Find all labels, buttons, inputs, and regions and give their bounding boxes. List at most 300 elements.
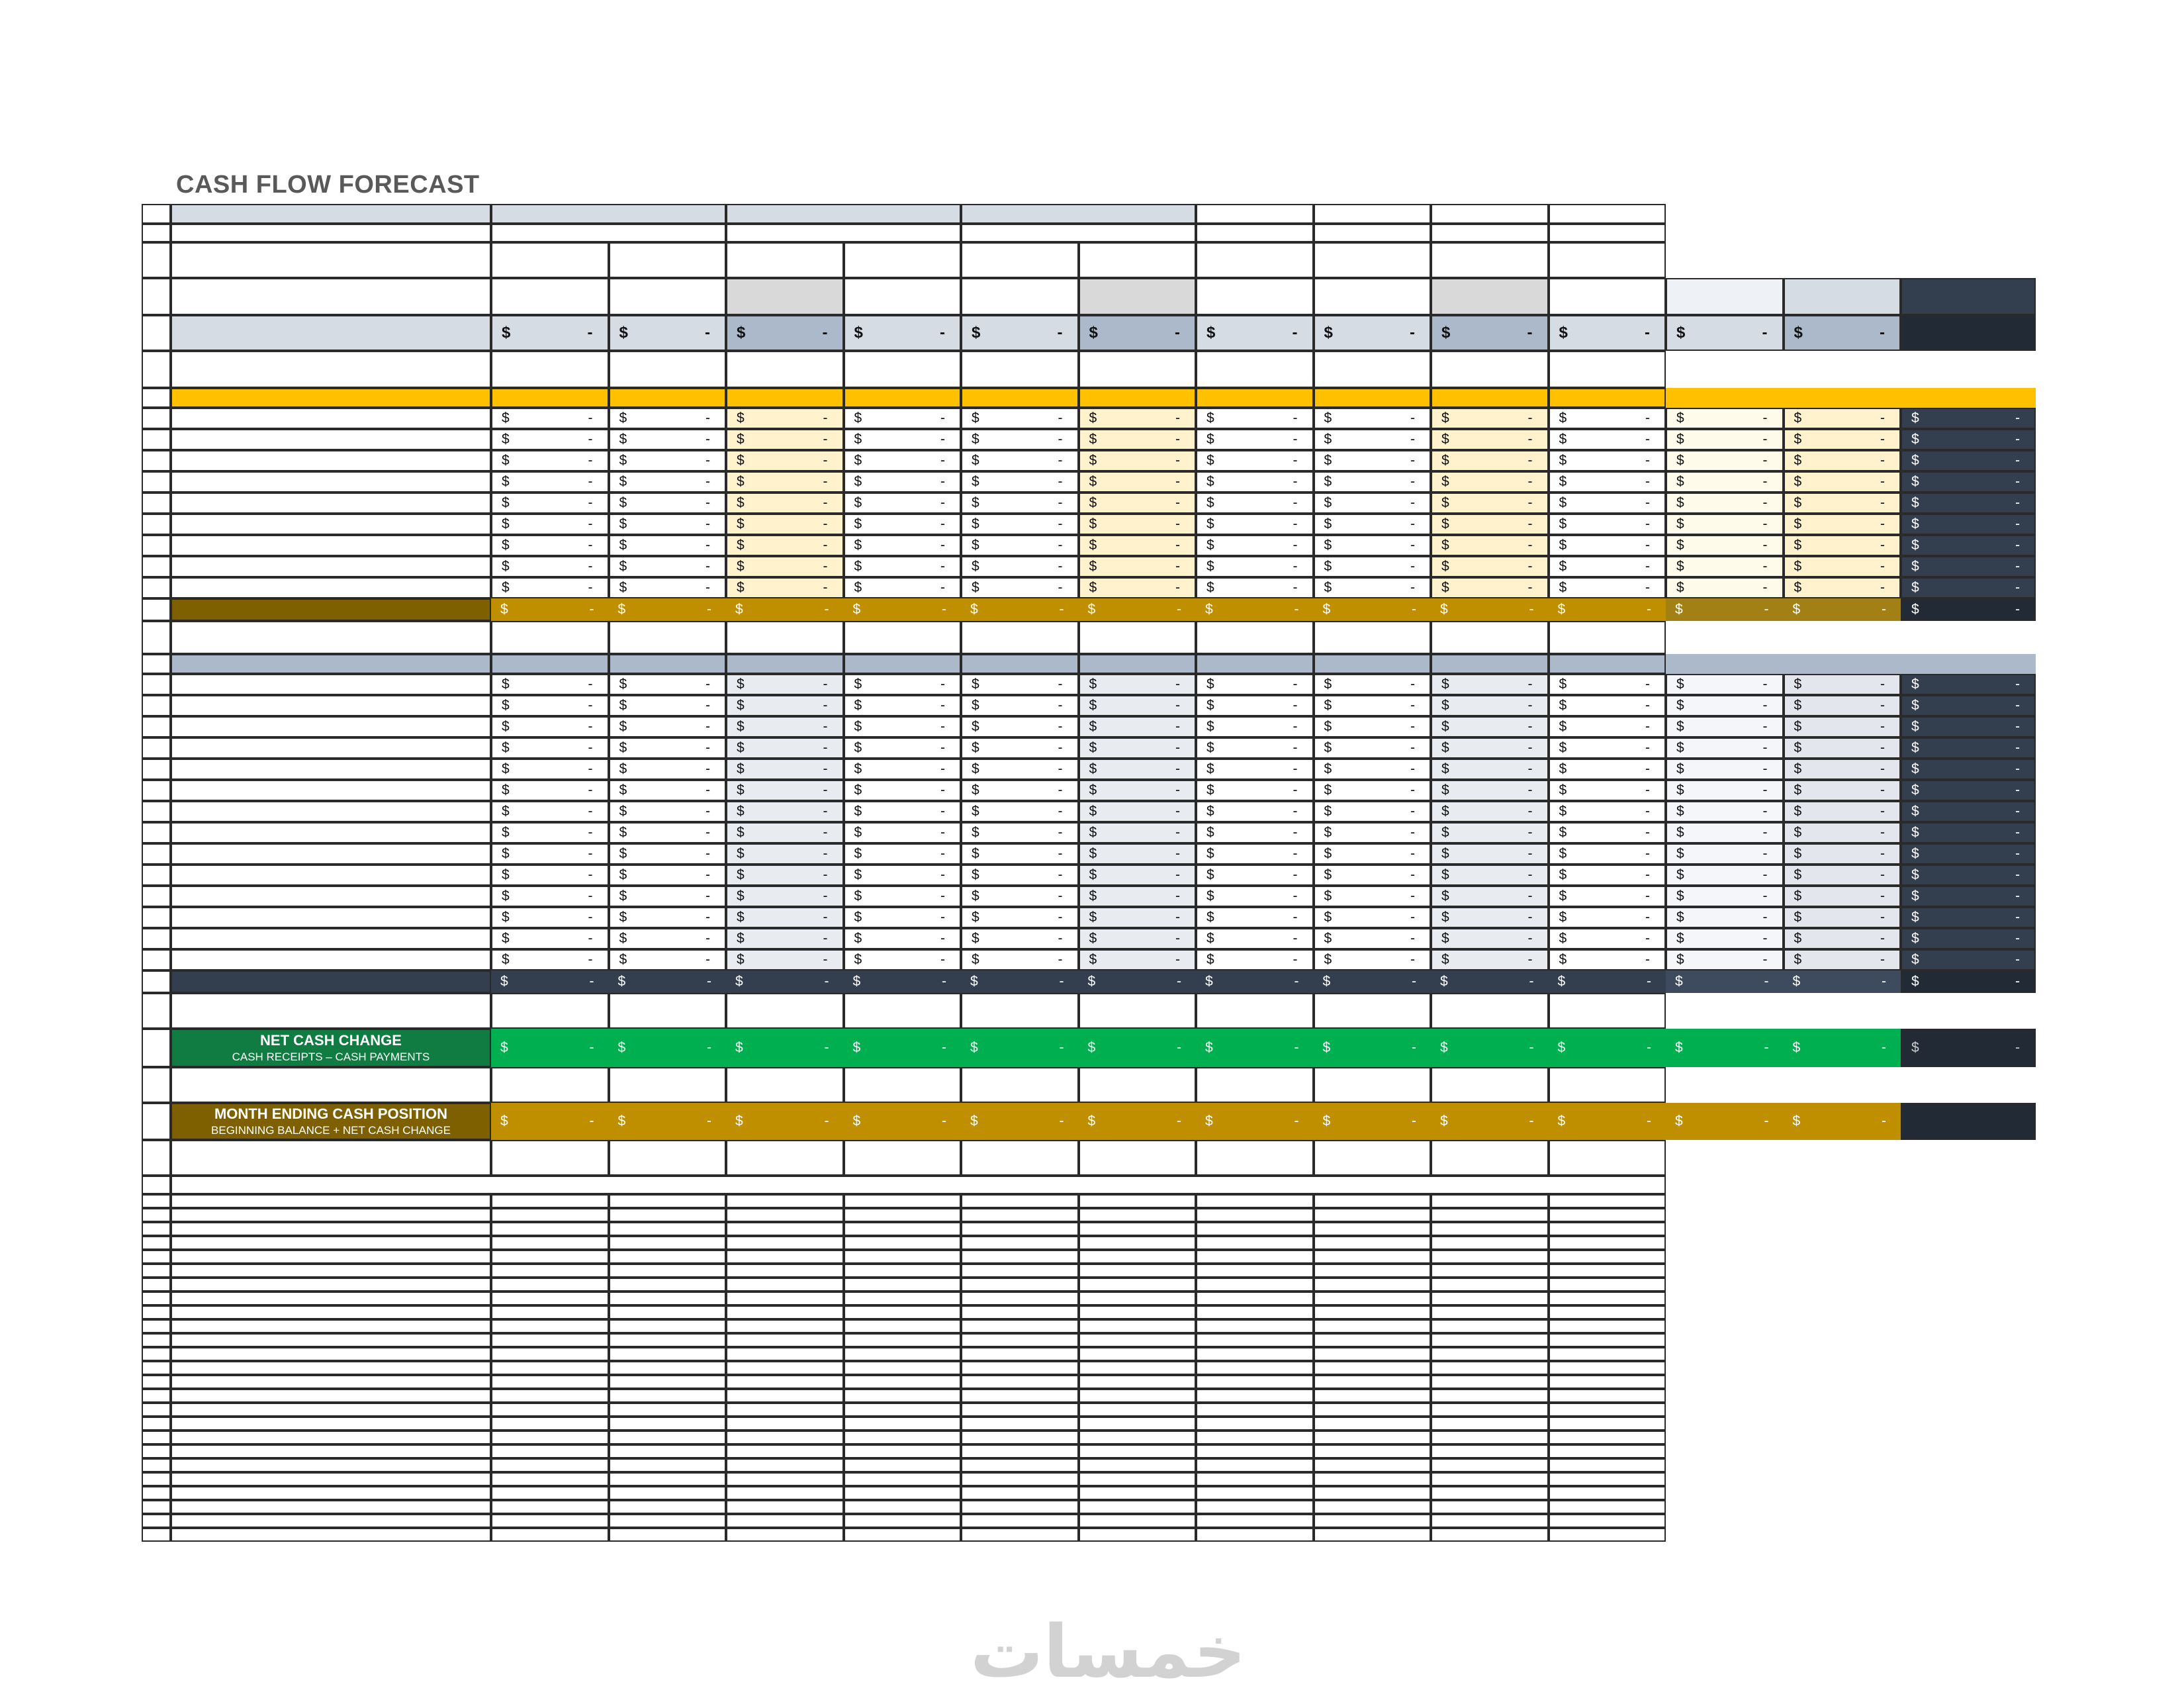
payments-value-month-3[interactable]: [726, 928, 844, 949]
payments-value-month-1[interactable]: [491, 928, 609, 949]
blank-cell[interactable]: [961, 1067, 1079, 1103]
receipts-value-month-7[interactable]: [1196, 450, 1314, 471]
payments-value-month-6[interactable]: [1079, 737, 1197, 759]
receipts-total-month-11[interactable]: [1666, 598, 1784, 621]
blank-cell[interactable]: [1314, 1431, 1432, 1444]
blank-cell[interactable]: [1079, 1236, 1197, 1250]
receipts-value-month-3[interactable]: [726, 471, 844, 493]
receipts-value-month-4[interactable]: [844, 556, 962, 577]
payments-value-month-8[interactable]: [1314, 737, 1432, 759]
payments-value-month-3[interactable]: [726, 737, 844, 759]
blank-cell[interactable]: [1549, 351, 1666, 388]
payments-value-month-2[interactable]: [609, 822, 727, 843]
blank-cell[interactable]: [961, 1140, 1079, 1176]
blank-cell[interactable]: [609, 1194, 727, 1208]
blank-cell[interactable]: [609, 1472, 727, 1486]
blank-cell[interactable]: [491, 1500, 609, 1514]
blank-cell[interactable]: [1196, 1319, 1314, 1333]
payments-value-month-5[interactable]: [961, 695, 1079, 716]
blank-cell[interactable]: [726, 1472, 844, 1486]
blank-cell[interactable]: [1314, 1528, 1432, 1542]
blank-cell[interactable]: [726, 993, 844, 1029]
payments-row-total[interactable]: [1901, 695, 2036, 716]
blank-cell[interactable]: [609, 1319, 727, 1333]
blank-cell[interactable]: [961, 1236, 1079, 1250]
blank-cell[interactable]: [961, 1417, 1079, 1431]
blank-cell[interactable]: [844, 1375, 962, 1389]
blank-cell[interactable]: [1549, 1194, 1666, 1208]
blank-cell[interactable]: [726, 1208, 844, 1222]
receipts-value-month-5[interactable]: [961, 577, 1079, 598]
payments-value-month-7[interactable]: [1196, 759, 1314, 780]
blank-cell[interactable]: [1549, 1208, 1666, 1222]
payments-value-month-10[interactable]: [1549, 822, 1666, 843]
blank-cell[interactable]: [491, 1528, 609, 1542]
receipts-value-month-4[interactable]: [844, 429, 962, 450]
receipts-value-month-10[interactable]: [1549, 429, 1666, 450]
payments-value-month-2[interactable]: [609, 737, 727, 759]
blank-cell[interactable]: [1196, 1458, 1314, 1472]
beginning-balance-month-10[interactable]: [1549, 315, 1666, 351]
payments-value-month-7[interactable]: [1196, 695, 1314, 716]
blank-cell[interactable]: [609, 1486, 727, 1500]
blank-cell[interactable]: [491, 1444, 609, 1458]
blank-cell[interactable]: [726, 1319, 844, 1333]
payments-value-month-7[interactable]: [1196, 801, 1314, 822]
blank-cell[interactable]: [1431, 1319, 1549, 1333]
blank-cell[interactable]: [1196, 1222, 1314, 1236]
receipts-value-month-6[interactable]: [1079, 429, 1197, 450]
payments-value-month-1[interactable]: [491, 907, 609, 928]
blank-cell[interactable]: [491, 1236, 609, 1250]
payments-row-total[interactable]: [1901, 843, 2036, 865]
payments-value-month-2[interactable]: [609, 907, 727, 928]
payments-value-month-1[interactable]: [491, 780, 609, 801]
blank-cell[interactable]: [1314, 1417, 1432, 1431]
blank-cell[interactable]: [726, 1067, 844, 1103]
blank-cell[interactable]: [726, 1500, 844, 1514]
blank-cell[interactable]: [1431, 1333, 1549, 1347]
blank-cell[interactable]: [1549, 1347, 1666, 1361]
net-change-month-2[interactable]: [609, 1029, 727, 1067]
blank-cell[interactable]: [1196, 1472, 1314, 1486]
payments-value-month-11[interactable]: [1666, 886, 1784, 907]
blank-cell[interactable]: [1549, 1067, 1666, 1103]
blank-cell[interactable]: [726, 1389, 844, 1403]
blank-cell[interactable]: [609, 1528, 727, 1542]
receipts-value-month-11[interactable]: [1666, 408, 1784, 429]
blank-cell[interactable]: [844, 1514, 962, 1528]
blank-cell[interactable]: [1549, 621, 1666, 654]
blank-cell[interactable]: [1196, 1528, 1314, 1542]
blank-cell[interactable]: [1079, 1528, 1197, 1542]
payments-row-total[interactable]: [1901, 716, 2036, 737]
payments-value-month-7[interactable]: [1196, 716, 1314, 737]
beginning-balance-month-4[interactable]: [844, 315, 962, 351]
payments-value-month-5[interactable]: [961, 843, 1079, 865]
blank-cell[interactable]: [1431, 1431, 1549, 1444]
blank-cell[interactable]: [1314, 1347, 1432, 1361]
ending-position-month-11[interactable]: [1666, 1103, 1784, 1140]
blank-cell[interactable]: [1431, 1444, 1549, 1458]
receipts-value-month-4[interactable]: [844, 514, 962, 535]
blank-cell[interactable]: [1079, 1500, 1197, 1514]
ending-position-month-1[interactable]: [491, 1103, 609, 1140]
blank-cell[interactable]: [1079, 1333, 1197, 1347]
payments-value-month-6[interactable]: [1079, 674, 1197, 695]
blank-cell[interactable]: [726, 1417, 844, 1431]
blank-cell[interactable]: [1079, 1431, 1197, 1444]
blank-cell[interactable]: [1431, 1361, 1549, 1375]
receipts-value-month-10[interactable]: [1549, 450, 1666, 471]
blank-cell[interactable]: [844, 1067, 962, 1103]
receipts-value-month-3[interactable]: [726, 556, 844, 577]
blank-cell[interactable]: [844, 1458, 962, 1472]
payments-value-month-10[interactable]: [1549, 695, 1666, 716]
payments-value-month-7[interactable]: [1196, 865, 1314, 886]
blank-cell[interactable]: [1431, 1305, 1549, 1319]
blank-cell[interactable]: [1549, 1472, 1666, 1486]
blank-cell[interactable]: [1079, 1264, 1197, 1278]
blank-cell[interactable]: [1079, 1403, 1197, 1417]
blank-cell[interactable]: [726, 1403, 844, 1417]
blank-cell[interactable]: [844, 1347, 962, 1361]
beginning-balance-month-3[interactable]: [726, 315, 844, 351]
receipts-value-month-6[interactable]: [1079, 471, 1197, 493]
receipts-value-month-11[interactable]: [1666, 577, 1784, 598]
receipts-total-month-8[interactable]: [1314, 598, 1432, 621]
payments-value-month-10[interactable]: [1549, 759, 1666, 780]
receipts-value-month-12[interactable]: [1784, 556, 1901, 577]
blank-cell[interactable]: [609, 1514, 727, 1528]
payments-value-month-11[interactable]: [1666, 801, 1784, 822]
receipts-value-month-10[interactable]: [1549, 577, 1666, 598]
payments-value-month-5[interactable]: [961, 780, 1079, 801]
blank-cell[interactable]: [961, 351, 1079, 388]
receipts-value-month-10[interactable]: [1549, 408, 1666, 429]
payments-value-month-2[interactable]: [609, 886, 727, 907]
payments-value-month-12[interactable]: [1784, 886, 1901, 907]
receipts-value-month-3[interactable]: [726, 535, 844, 556]
payments-value-month-2[interactable]: [609, 843, 727, 865]
blank-cell[interactable]: [1196, 1500, 1314, 1514]
blank-cell[interactable]: [1196, 1389, 1314, 1403]
payments-value-month-5[interactable]: [961, 759, 1079, 780]
payments-value-month-5[interactable]: [961, 737, 1079, 759]
payments-value-month-10[interactable]: [1549, 716, 1666, 737]
payments-value-month-1[interactable]: [491, 949, 609, 970]
receipts-value-month-9[interactable]: [1431, 408, 1549, 429]
blank-cell[interactable]: [1196, 1250, 1314, 1264]
blank-cell[interactable]: [1549, 1236, 1666, 1250]
blank-cell[interactable]: [844, 1140, 962, 1176]
receipts-value-month-6[interactable]: [1079, 535, 1197, 556]
receipts-value-month-1[interactable]: [491, 535, 609, 556]
blank-cell[interactable]: [609, 993, 727, 1029]
blank-cell[interactable]: [1431, 1264, 1549, 1278]
payments-value-month-1[interactable]: [491, 674, 609, 695]
blank-cell[interactable]: [1079, 1319, 1197, 1333]
blank-cell[interactable]: [1431, 1514, 1549, 1528]
beginning-balance-month-6[interactable]: [1079, 315, 1197, 351]
receipts-value-month-2[interactable]: [609, 556, 727, 577]
receipts-value-month-11[interactable]: [1666, 535, 1784, 556]
blank-cell[interactable]: [1079, 1472, 1197, 1486]
blank-cell[interactable]: [1549, 993, 1666, 1029]
payments-value-month-8[interactable]: [1314, 949, 1432, 970]
payments-value-month-3[interactable]: [726, 886, 844, 907]
ending-position-month-12[interactable]: [1784, 1103, 1901, 1140]
payments-total-month-10[interactable]: [1549, 970, 1666, 993]
receipts-value-month-12[interactable]: [1784, 408, 1901, 429]
blank-cell[interactable]: [961, 1444, 1079, 1458]
blank-cell[interactable]: [609, 1264, 727, 1278]
receipts-value-month-11[interactable]: [1666, 429, 1784, 450]
blank-cell[interactable]: [1079, 1347, 1197, 1361]
receipts-value-month-9[interactable]: [1431, 556, 1549, 577]
blank-cell[interactable]: [609, 1140, 727, 1176]
blank-cell[interactable]: [726, 1528, 844, 1542]
receipts-value-month-4[interactable]: [844, 493, 962, 514]
blank-cell[interactable]: [1196, 1140, 1314, 1176]
blank-cell[interactable]: [491, 1431, 609, 1444]
payments-row-total[interactable]: [1901, 674, 2036, 695]
blank-cell[interactable]: [1431, 1140, 1549, 1176]
payments-value-month-12[interactable]: [1784, 695, 1901, 716]
blank-cell[interactable]: [491, 1305, 609, 1319]
payments-value-month-8[interactable]: [1314, 928, 1432, 949]
payments-value-month-12[interactable]: [1784, 822, 1901, 843]
receipts-value-month-12[interactable]: [1784, 535, 1901, 556]
payments-total-month-12[interactable]: [1784, 970, 1901, 993]
receipts-value-month-3[interactable]: [726, 408, 844, 429]
payments-value-month-3[interactable]: [726, 822, 844, 843]
payments-value-month-11[interactable]: [1666, 822, 1784, 843]
receipts-value-month-1[interactable]: [491, 514, 609, 535]
payments-value-month-7[interactable]: [1196, 843, 1314, 865]
blank-cell[interactable]: [1079, 1222, 1197, 1236]
blank-cell[interactable]: [1314, 1067, 1432, 1103]
blank-cell[interactable]: [1431, 1403, 1549, 1417]
blank-cell[interactable]: [491, 1333, 609, 1347]
blank-cell[interactable]: [726, 1305, 844, 1319]
payments-value-month-10[interactable]: [1549, 674, 1666, 695]
payments-value-month-8[interactable]: [1314, 801, 1432, 822]
blank-cell[interactable]: [1314, 1292, 1432, 1305]
blank-cell[interactable]: [726, 1486, 844, 1500]
blank-cell[interactable]: [961, 1292, 1079, 1305]
beginning-balance-month-7[interactable]: [1196, 315, 1314, 351]
payments-value-month-9[interactable]: [1431, 907, 1549, 928]
receipts-value-month-4[interactable]: [844, 471, 962, 493]
blank-cell[interactable]: [1196, 1194, 1314, 1208]
payments-value-month-1[interactable]: [491, 801, 609, 822]
blank-cell[interactable]: [1431, 351, 1549, 388]
receipts-value-month-3[interactable]: [726, 450, 844, 471]
receipts-total-month-9[interactable]: [1431, 598, 1549, 621]
blank-cell[interactable]: [1549, 1264, 1666, 1278]
payments-value-month-3[interactable]: [726, 759, 844, 780]
receipts-value-month-4[interactable]: [844, 408, 962, 429]
receipts-value-month-11[interactable]: [1666, 493, 1784, 514]
payments-value-month-11[interactable]: [1666, 737, 1784, 759]
receipts-value-month-7[interactable]: [1196, 429, 1314, 450]
receipts-total-month-7[interactable]: [1196, 598, 1314, 621]
blank-cell[interactable]: [609, 1347, 727, 1361]
receipts-value-month-6[interactable]: [1079, 408, 1197, 429]
receipts-value-month-1[interactable]: [491, 408, 609, 429]
payments-value-month-2[interactable]: [609, 695, 727, 716]
blank-cell[interactable]: [1196, 1333, 1314, 1347]
receipts-value-month-3[interactable]: [726, 493, 844, 514]
beginning-balance-month-8[interactable]: [1314, 315, 1432, 351]
receipts-value-month-3[interactable]: [726, 514, 844, 535]
payments-value-month-5[interactable]: [961, 928, 1079, 949]
blank-cell[interactable]: [1431, 1236, 1549, 1250]
blank-cell[interactable]: [1196, 1292, 1314, 1305]
blank-cell[interactable]: [1549, 1361, 1666, 1375]
blank-cell[interactable]: [1431, 1292, 1549, 1305]
blank-cell[interactable]: [609, 1403, 727, 1417]
payments-value-month-6[interactable]: [1079, 865, 1197, 886]
blank-cell[interactable]: [1549, 1222, 1666, 1236]
blank-cell[interactable]: [1549, 1250, 1666, 1264]
payments-value-month-8[interactable]: [1314, 843, 1432, 865]
blank-cell[interactable]: [844, 1528, 962, 1542]
beginning-balance-month-5[interactable]: [961, 315, 1079, 351]
receipts-value-month-12[interactable]: [1784, 450, 1901, 471]
receipts-value-month-8[interactable]: [1314, 450, 1432, 471]
payments-value-month-11[interactable]: [1666, 674, 1784, 695]
blank-cell[interactable]: [1314, 1361, 1432, 1375]
blank-cell[interactable]: [1549, 1389, 1666, 1403]
payments-value-month-9[interactable]: [1431, 949, 1549, 970]
blank-cell[interactable]: [1431, 1208, 1549, 1222]
blank-cell[interactable]: [961, 1472, 1079, 1486]
payments-value-month-5[interactable]: [961, 886, 1079, 907]
ending-position-month-5[interactable]: [961, 1103, 1079, 1140]
receipts-total-month-1[interactable]: [491, 598, 609, 621]
blank-cell[interactable]: [609, 1278, 727, 1292]
blank-cell[interactable]: [609, 1236, 727, 1250]
payments-row-total[interactable]: [1901, 780, 2036, 801]
blank-cell[interactable]: [609, 1417, 727, 1431]
blank-cell[interactable]: [961, 1458, 1079, 1472]
blank-cell[interactable]: [491, 1361, 609, 1375]
blank-cell[interactable]: [844, 1444, 962, 1458]
payments-value-month-6[interactable]: [1079, 949, 1197, 970]
blank-cell[interactable]: [609, 1250, 727, 1264]
payments-value-month-1[interactable]: [491, 695, 609, 716]
payments-value-month-7[interactable]: [1196, 949, 1314, 970]
ending-position-month-3[interactable]: [726, 1103, 844, 1140]
payments-value-month-9[interactable]: [1431, 822, 1549, 843]
blank-cell[interactable]: [1314, 1403, 1432, 1417]
receipts-value-month-10[interactable]: [1549, 556, 1666, 577]
blank-cell[interactable]: [1431, 1067, 1549, 1103]
receipts-row-total[interactable]: [1901, 514, 2036, 535]
payments-value-month-12[interactable]: [1784, 716, 1901, 737]
blank-cell[interactable]: [491, 1486, 609, 1500]
payments-value-month-7[interactable]: [1196, 907, 1314, 928]
ending-position-month-2[interactable]: [609, 1103, 727, 1140]
payments-value-month-5[interactable]: [961, 949, 1079, 970]
payments-value-month-12[interactable]: [1784, 759, 1901, 780]
receipts-total-month-10[interactable]: [1549, 598, 1666, 621]
payments-total-month-7[interactable]: [1196, 970, 1314, 993]
blank-cell[interactable]: [726, 1514, 844, 1528]
receipts-value-month-7[interactable]: [1196, 514, 1314, 535]
net-change-month-10[interactable]: [1549, 1029, 1666, 1067]
receipts-value-month-1[interactable]: [491, 493, 609, 514]
receipts-value-month-1[interactable]: [491, 429, 609, 450]
blank-cell[interactable]: [1196, 993, 1314, 1029]
payments-value-month-9[interactable]: [1431, 843, 1549, 865]
payments-value-month-4[interactable]: [844, 822, 962, 843]
payments-value-month-4[interactable]: [844, 801, 962, 822]
payments-value-month-12[interactable]: [1784, 737, 1901, 759]
blank-cell[interactable]: [491, 1067, 609, 1103]
blank-cell[interactable]: [961, 621, 1079, 654]
ending-position-month-7[interactable]: [1196, 1103, 1314, 1140]
receipts-value-month-9[interactable]: [1431, 429, 1549, 450]
blank-cell[interactable]: [844, 1403, 962, 1417]
payments-row-total[interactable]: [1901, 801, 2036, 822]
payments-value-month-5[interactable]: [961, 822, 1079, 843]
payments-value-month-7[interactable]: [1196, 886, 1314, 907]
payments-value-month-4[interactable]: [844, 716, 962, 737]
payments-value-month-11[interactable]: [1666, 716, 1784, 737]
payments-value-month-4[interactable]: [844, 674, 962, 695]
payments-value-month-12[interactable]: [1784, 843, 1901, 865]
payments-value-month-2[interactable]: [609, 801, 727, 822]
blank-cell[interactable]: [726, 1431, 844, 1444]
payments-value-month-4[interactable]: [844, 695, 962, 716]
receipts-value-month-5[interactable]: [961, 450, 1079, 471]
blank-cell[interactable]: [1079, 1486, 1197, 1500]
payments-value-month-4[interactable]: [844, 949, 962, 970]
blank-cell[interactable]: [1549, 1417, 1666, 1431]
payments-value-month-11[interactable]: [1666, 928, 1784, 949]
blank-cell[interactable]: [726, 1375, 844, 1389]
blank-cell[interactable]: [1079, 1194, 1197, 1208]
blank-cell[interactable]: [1314, 1500, 1432, 1514]
blank-cell[interactable]: [1079, 1375, 1197, 1389]
net-change-month-4[interactable]: [844, 1029, 962, 1067]
payments-value-month-8[interactable]: [1314, 865, 1432, 886]
blank-cell[interactable]: [1079, 621, 1197, 654]
blank-cell[interactable]: [1549, 1403, 1666, 1417]
blank-cell[interactable]: [1079, 1444, 1197, 1458]
blank-cell[interactable]: [1314, 1444, 1432, 1458]
blank-cell[interactable]: [726, 1361, 844, 1375]
blank-cell[interactable]: [1079, 351, 1197, 388]
blank-cell[interactable]: [1549, 1528, 1666, 1542]
payments-value-month-4[interactable]: [844, 759, 962, 780]
payments-value-month-1[interactable]: [491, 716, 609, 737]
payments-value-month-3[interactable]: [726, 907, 844, 928]
blank-cell[interactable]: [726, 1264, 844, 1278]
receipts-value-month-12[interactable]: [1784, 514, 1901, 535]
ending-position-month-8[interactable]: [1314, 1103, 1432, 1140]
payments-value-month-2[interactable]: [609, 865, 727, 886]
blank-cell[interactable]: [1314, 1486, 1432, 1500]
net-change-month-8[interactable]: [1314, 1029, 1432, 1067]
payments-value-month-2[interactable]: [609, 759, 727, 780]
ending-position-month-4[interactable]: [844, 1103, 962, 1140]
blank-cell[interactable]: [1549, 1375, 1666, 1389]
receipts-value-month-8[interactable]: [1314, 514, 1432, 535]
